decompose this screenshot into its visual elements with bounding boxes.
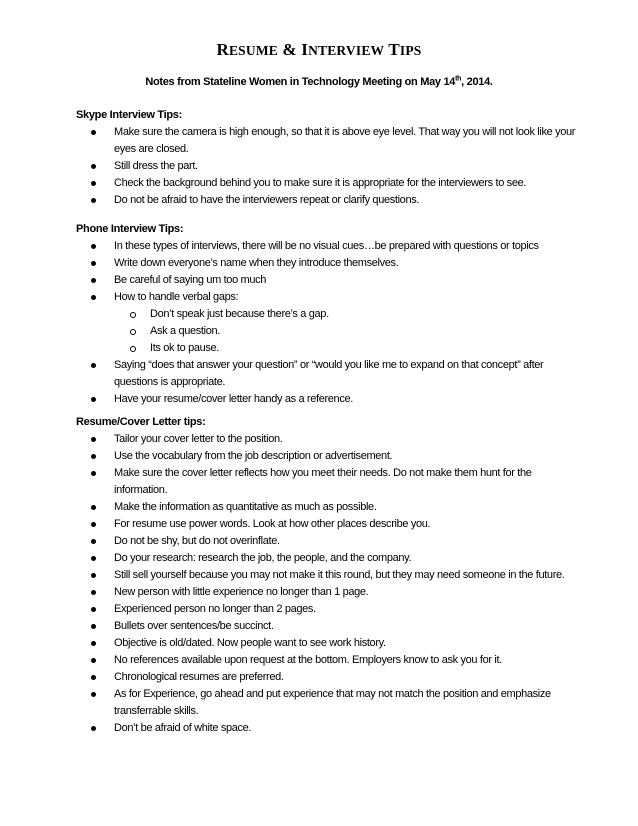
bullet-icon (91, 278, 96, 283)
bullet-icon (91, 397, 96, 402)
skype-heading: Skype Interview Tips: (76, 109, 182, 121)
title-word-esume: ESUME (228, 43, 278, 58)
bullet-icon (91, 522, 96, 527)
bullet-icon (91, 539, 96, 544)
sublist-item (76, 340, 576, 357)
sublist-item-text: Ask a question. (150, 325, 220, 337)
bullet-icon (91, 130, 96, 135)
list-item (76, 289, 576, 357)
bullet-icon (91, 692, 96, 697)
list-item-text: Objective is old/dated. Now people want to see work history. (114, 637, 386, 649)
list-item (76, 255, 576, 272)
bullet-icon (91, 454, 96, 459)
list-item (76, 499, 576, 516)
list-item (76, 391, 576, 408)
resume-heading: Resume/Cover Letter tips: (76, 416, 206, 428)
subtitle-superscript: th (455, 75, 462, 83)
list-item-text: Make sure the camera is high enough, so that it is above eye level. That way you will not look like your eyes are closed. (114, 126, 576, 155)
list-item-text: Make the information as quantitative as much as possible. (114, 501, 377, 513)
bullet-icon (91, 505, 96, 510)
list-item (76, 448, 576, 465)
bullet-icon (91, 556, 96, 561)
list-item (76, 431, 576, 448)
hollow-bullet-icon (130, 312, 136, 318)
phone-section (76, 221, 576, 408)
bullet-icon (91, 261, 96, 266)
list-item-text: Use the vocabulary from the job description or advertisement. (114, 450, 393, 462)
list-item-text: Do your research: research the job, the people, and the company. (114, 552, 412, 564)
list-item-text: New person with little experience no longer than 1 page. (114, 586, 369, 598)
list-item-text: In these types of interviews, there will be no visual cues…be prepared with questions or topics (114, 240, 539, 252)
bullet-icon (91, 590, 96, 595)
list-item (76, 124, 576, 158)
list-item-text: Tailor your cover letter to the position. (114, 433, 283, 445)
list-item (76, 516, 576, 533)
title-ampersand: & (277, 40, 302, 59)
bullet-icon (91, 244, 96, 249)
hollow-bullet-icon (130, 329, 136, 335)
subtitle-text: Notes from Stateline Women in Technology Meeting on May 14 (145, 76, 456, 88)
list-item (76, 272, 576, 289)
resume-list (76, 431, 576, 737)
bullet-icon (91, 607, 96, 612)
list-item (76, 533, 576, 550)
sublist-item (76, 323, 576, 340)
list-item (76, 669, 576, 686)
list-item-text: No references available upon request at the bottom. Employers know to ask you for it. (114, 654, 502, 666)
list-item (76, 584, 576, 601)
title-letter-t: T (384, 40, 400, 59)
list-item (76, 158, 576, 175)
list-item (76, 618, 576, 635)
list-item-text: Still sell yourself because you may not make it this round, but they may need someone in the future. (114, 569, 565, 581)
hollow-bullet-icon (130, 346, 136, 352)
list-item (76, 686, 576, 720)
bullet-icon (91, 675, 96, 680)
list-item-text: Be careful of saying um too much (114, 274, 267, 286)
bullet-icon (91, 164, 96, 169)
list-item (76, 601, 576, 618)
skype-section (76, 107, 576, 209)
list-item (76, 238, 576, 255)
list-item-text: Still dress the part. (114, 160, 198, 172)
bullet-icon (91, 726, 96, 731)
skype-list (76, 124, 576, 209)
subtitle-end: , 2014. (461, 76, 493, 88)
list-item-text: For resume use power words. Look at how other places describe you. (114, 518, 431, 530)
title-word-nterview: NTERVIEW (308, 43, 385, 58)
bullet-icon (91, 437, 96, 442)
bullet-icon (91, 198, 96, 203)
bullet-icon (91, 624, 96, 629)
list-item-text: As for Experience, go ahead and put experience that may not match the position and emphasize transferrable skills. (114, 688, 551, 717)
list-item (76, 175, 576, 192)
title-word-ips: IPS (399, 43, 422, 58)
list-item-text: Do not be shy, but do not overinflate. (114, 535, 280, 547)
list-item (76, 465, 576, 499)
title-letter-i: I (301, 40, 309, 59)
list-item-text: Don’t be afraid of white space. (114, 722, 252, 734)
page-subtitle (0, 76, 638, 88)
sublist-item (76, 306, 576, 323)
phone-list (76, 238, 576, 408)
list-item (76, 567, 576, 584)
list-item-text: Have your resume/cover letter handy as a reference. (114, 393, 353, 405)
list-item-text: Saying “does that answer your question” or “would you like me to expand on that concept” after questions is appropriate. (114, 359, 544, 388)
list-item (76, 192, 576, 209)
title-letter-r: R (216, 40, 229, 59)
bullet-icon (91, 573, 96, 578)
list-item-text: Chronological resumes are preferred. (114, 671, 284, 683)
list-item (76, 550, 576, 567)
sublist-item-text: Its ok to pause. (150, 342, 219, 354)
list-item-text: Experienced person no longer than 2 pages. (114, 603, 316, 615)
list-item-text: Write down everyone’s name when they introduce themselves. (114, 257, 399, 269)
bullet-icon (91, 658, 96, 663)
sublist-item-text: Don’t speak just because there’s a gap. (150, 308, 329, 320)
page-title (0, 40, 638, 60)
bullet-icon (91, 295, 96, 300)
bullet-icon (91, 363, 96, 368)
bullet-icon (91, 181, 96, 186)
list-item-text: Check the background behind you to make sure it is appropriate for the interviewers to see. (114, 177, 527, 189)
list-item (76, 635, 576, 652)
bullet-icon (91, 641, 96, 646)
list-item-text: Bullets over sentences/be succinct. (114, 620, 274, 632)
phone-heading: Phone Interview Tips: (76, 223, 184, 235)
resume-section (76, 414, 576, 737)
bullet-icon (91, 471, 96, 476)
list-item-text: How to handle verbal gaps: (114, 291, 239, 303)
list-item-text: Make sure the cover letter reflects how you meet their needs. Do not make them hunt for the information. (114, 467, 532, 496)
verbal-gaps-sublist (114, 306, 576, 357)
list-item-text: Do not be afraid to have the interviewers repeat or clarify questions. (114, 194, 420, 206)
list-item (76, 357, 576, 391)
list-item (76, 720, 576, 737)
list-item (76, 652, 576, 669)
